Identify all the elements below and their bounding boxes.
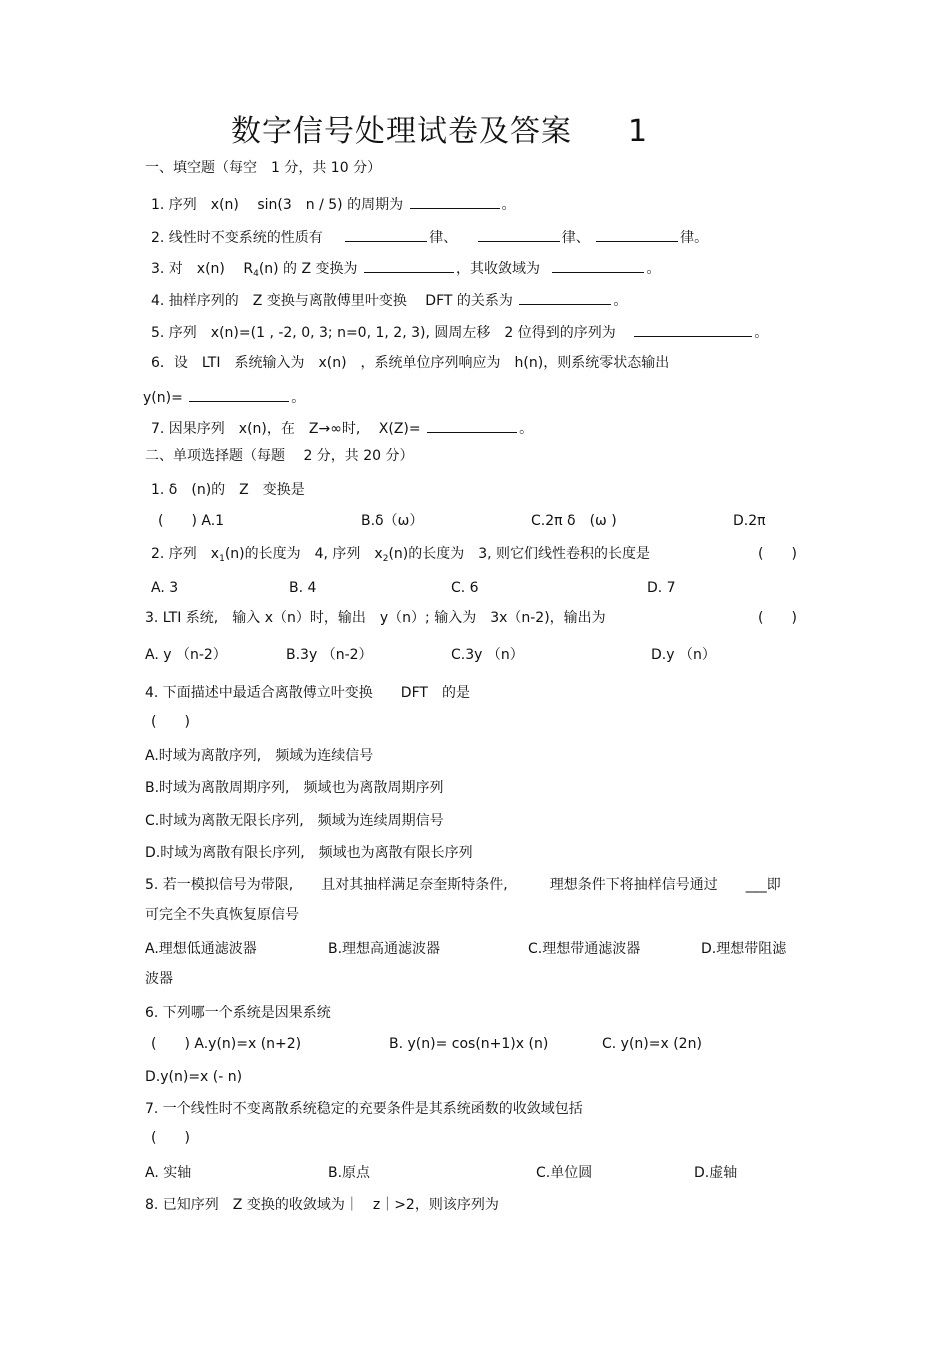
choice-q5-opt-d-wrap: 波器 — [145, 971, 173, 987]
choice-q8: 8. 已知序列 Z 变换的收敛域为｜ z｜>2，则该序列为 — [145, 1197, 499, 1213]
choice-q3: 3. LTI 系统, 输入 x（n）时，输出 y（n）; 输入为 3x（n-2)，输出为 — [145, 610, 606, 626]
fill-q4-text: 4. 抽样序列的 Z 变换与离散傅里叶变换 DFT 的关系为 — [151, 293, 513, 309]
choice-q5-opt-c: C.理想带通滤波器 — [528, 941, 641, 957]
fill-q1-text: 1. 序列 x(n) sin(3 n / 5) 的周期为 — [151, 197, 404, 213]
fill-q2-a: 律、 — [429, 230, 458, 246]
choice-q2-opt-d: D. 7 — [647, 580, 676, 596]
choice-q7-opt-a: A. 实轴 — [145, 1165, 192, 1181]
choice-q7-opt-c: C.单位圆 — [536, 1165, 593, 1181]
fill-q5-end: 。 — [754, 325, 769, 341]
choice-q1-opt-a: ( ) A.1 — [158, 513, 225, 529]
fill-q6-blank — [189, 387, 289, 402]
choice-q4-opt-a: A.时域为离散序列, 频域为连续信号 — [145, 748, 374, 764]
choice-q3-opt-a: A. y （n-2） — [145, 647, 227, 663]
fill-q3-blank-b — [552, 258, 644, 273]
choice-q1: 1. δ (n)的 Z 变换是 — [151, 482, 305, 498]
choice-q4-paren: ( ) — [151, 714, 190, 730]
section1-heading: 一、填空题（每空 1 分，共 10 分） — [145, 160, 382, 176]
choice-q7: 7. 一个线性时不变离散系统稳定的充要条件是其系统函数的收敛域包括 — [145, 1101, 583, 1117]
fill-q3-blank-a — [364, 258, 454, 273]
fill-q2-text: 2. 线性时不变系统的性质有 — [151, 230, 323, 246]
fill-q1 — [151, 194, 516, 214]
choice-q7-opt-d: D.虚轴 — [694, 1165, 738, 1181]
choice-q2-text-c: (n)的长度为 3, 则它们线性卷积的长度是 — [388, 546, 651, 562]
fill-q3-end: 。 — [646, 261, 661, 277]
fill-q4-end: 。 — [613, 293, 628, 309]
fill-q2-c: 律。 — [680, 230, 709, 246]
fill-q1-end: 。 — [501, 197, 516, 213]
choice-q1-opt-c: C.2π δ (ω ) — [531, 513, 617, 529]
choice-q2-opt-b: B. 4 — [289, 580, 317, 596]
choice-q6-opt-d: D.y(n)=x (- n) — [145, 1069, 243, 1085]
fill-q6-end: 。 — [291, 390, 306, 406]
choice-q3-opt-b: B.3y （n-2） — [286, 647, 373, 663]
fill-q5-blank — [634, 322, 752, 337]
choice-q3-opt-c: C.3y （n） — [451, 647, 524, 663]
fill-q2-blank-a — [345, 227, 427, 242]
fill-q5-text: 5. 序列 x(n)=(1 , -2, 0, 3; n=0, 1, 2, 3), 圆周左移 2 位得到的序列为 — [151, 325, 616, 341]
choice-q2-paren: ( ) — [758, 546, 797, 562]
choice-q7-paren: ( ) — [151, 1130, 190, 1146]
choice-q4-opt-d: D.时域为离散有限长序列, 频域也为离散有限长序列 — [145, 845, 473, 861]
fill-q4 — [151, 290, 627, 310]
fill-q2-blank-c — [596, 227, 678, 242]
fill-q7-end: 。 — [519, 421, 534, 437]
fill-q7-text: 7. 因果序列 x(n)，在 Z→∞时, X(Z)= — [151, 421, 421, 437]
choice-q3-opt-d: D.y （n） — [651, 647, 716, 663]
fill-q2-blank-b — [478, 227, 560, 242]
choice-q4-opt-b: B.时域为离散周期序列, 频域也为离散周期序列 — [145, 780, 444, 796]
fill-q6: 6．设 LTI 系统输入为 x(n) ，系统单位序列响应为 h(n)，则系统零状态输出 — [151, 355, 670, 371]
fill-q3 — [151, 258, 660, 283]
choice-q2 — [151, 545, 650, 568]
fill-q2-b: 律、 — [561, 230, 590, 246]
choice-q5-line2: 可完全不失真恢复原信号 — [145, 907, 299, 923]
choice-q5: 5. 若一模拟信号为带限, 且对其抽样满足奈奎斯特条件, 理想条件下将抽样信号通过 ___即 — [145, 877, 781, 893]
choice-q5-opt-d: D.理想带阻滤 — [701, 941, 787, 957]
fill-q5 — [151, 322, 768, 342]
choice-q6-opt-a: ( ) A.y(n)=x (n+2) — [151, 1036, 302, 1052]
fill-q6-text-b: y(n)= — [143, 390, 183, 406]
choice-q6: 6. 下列哪一个系统是因果系统 — [145, 1005, 331, 1021]
fill-q4-blank — [519, 290, 611, 305]
choice-q5-opt-a: A.理想低通滤波器 — [145, 941, 257, 957]
choice-q2-text-b: (n)的长度为 4, 序列 x — [224, 546, 383, 562]
fill-q6-line2 — [143, 387, 305, 407]
choice-q6-opt-b: B. y(n)= cos(n+1)x (n) — [389, 1036, 549, 1052]
choice-q2-opt-c: C. 6 — [451, 580, 479, 596]
choice-q7-opt-b: B.原点 — [328, 1165, 371, 1181]
choice-q1-opt-d: D.2π — [733, 513, 766, 529]
choice-q2-sub2: 2 — [382, 554, 389, 564]
fill-q7 — [151, 418, 533, 438]
choice-q2-opt-a: A. 3 — [151, 580, 179, 596]
choice-q5-opt-b: B.理想高通滤波器 — [328, 941, 441, 957]
fill-q2 — [151, 227, 708, 247]
choice-q3-paren: ( ) — [758, 610, 797, 626]
choice-q4-opt-c: C.时域为离散无限长序列, 频域为连续周期信号 — [145, 813, 444, 829]
choice-q6-opt-c: C. y(n)=x (2n) — [602, 1036, 702, 1052]
fill-q7-blank — [427, 418, 517, 433]
fill-q3-sub: 4 — [253, 269, 259, 279]
page-title-number: 1 — [628, 114, 648, 149]
fill-q3-text: 3. 对 x(n) R — [151, 261, 254, 277]
fill-q1-blank — [410, 194, 500, 209]
choice-q2-text: 2. 序列 x — [151, 546, 220, 562]
fill-q3-text-c: ，其收敛域为 — [456, 261, 541, 277]
fill-q3-text-b: (n) 的 Z 变换为 — [258, 261, 358, 277]
section2-heading: 二、单项选择题（每题 2 分，共 20 分） — [145, 448, 414, 464]
page-title: 数字信号处理试卷及答案 — [231, 114, 572, 149]
choice-q2-sub1: 1 — [219, 554, 225, 564]
choice-q1-opt-b: B.δ（ω） — [361, 513, 424, 529]
choice-q4: 4. 下面描述中最适合离散傅立叶变换 DFT 的是 — [145, 685, 470, 701]
